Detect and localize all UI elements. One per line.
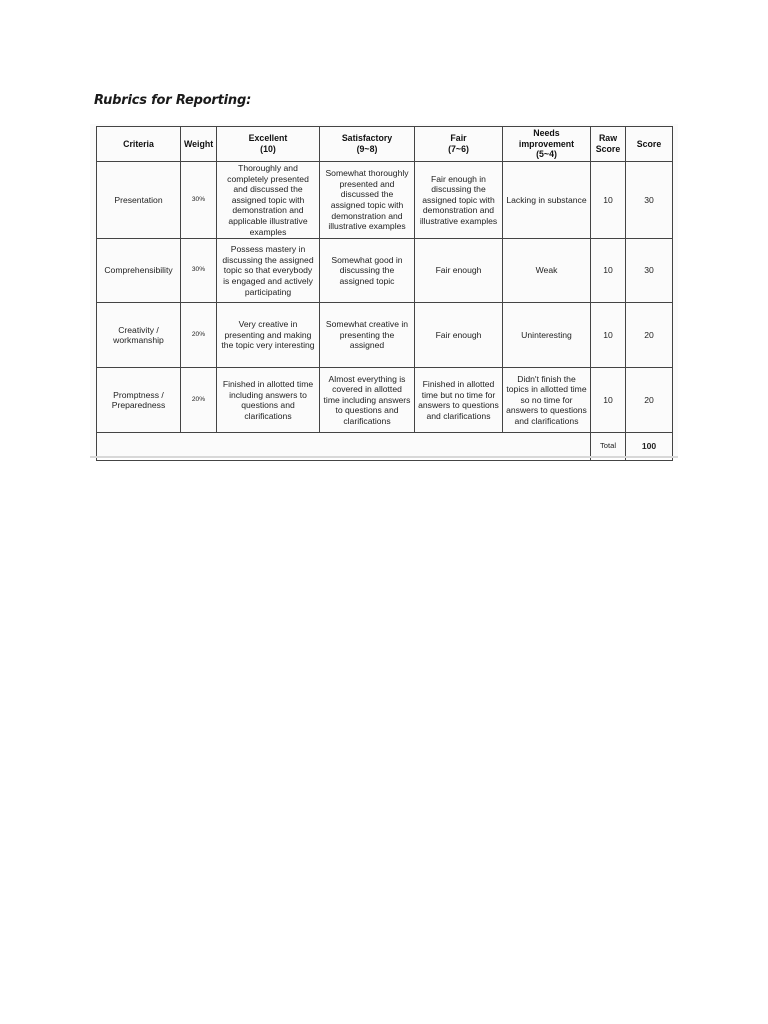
- cell-fair: Fair enough in discussing the assigned topic with demonstration and illustrative examples: [415, 162, 503, 239]
- cell-criteria: Promptness / Preparedness: [97, 368, 181, 433]
- cell-score: 30: [626, 162, 673, 239]
- table-row: [97, 162, 673, 239]
- cell-raw-score: 10: [591, 239, 626, 303]
- cell-excellent: Very creative in presenting and making the topic very interesting: [217, 303, 320, 368]
- cell-weight: 30%: [181, 162, 217, 239]
- cell-criteria: Creativity / workmanship: [97, 303, 181, 368]
- cell-weight: 20%: [181, 368, 217, 433]
- total-label: Total: [591, 433, 626, 461]
- cell-satisfactory: Somewhat creative in presenting the assigned: [320, 303, 415, 368]
- header-weight: Weight: [181, 127, 217, 162]
- cell-satisfactory: Somewhat thoroughly presented and discussed the assigned topic with demonstration and illustrative examples: [320, 162, 415, 239]
- cell-score: 20: [626, 368, 673, 433]
- header-excellent: Excellent (10): [217, 127, 320, 162]
- image-bottom-edge: [90, 456, 678, 458]
- table-row: [97, 368, 673, 433]
- cell-score: 30: [626, 239, 673, 303]
- cell-score: 20: [626, 303, 673, 368]
- cell-needs-improvement: Uninteresting: [503, 303, 591, 368]
- cell-weight: 20%: [181, 303, 217, 368]
- cell-satisfactory: Somewhat good in discussing the assigned topic: [320, 239, 415, 303]
- cell-needs-improvement: Weak: [503, 239, 591, 303]
- header-needs-improvement: Needs improvement (5~4): [503, 127, 591, 162]
- cell-criteria: Comprehensibility: [97, 239, 181, 303]
- table-row: [97, 239, 673, 303]
- header-score: Score: [626, 127, 673, 162]
- document-heading: Rubrics for Reporting:: [94, 93, 252, 108]
- header-satisfactory: Satisfactory (9~8): [320, 127, 415, 162]
- cell-criteria: Presentation: [97, 162, 181, 239]
- cell-fair: Fair enough: [415, 239, 503, 303]
- header-raw-score: Raw Score: [591, 127, 626, 162]
- cell-needs-improvement: Didn't finish the topics in allotted time so no time for answers to questions and clarifications: [503, 368, 591, 433]
- rubric-table: [96, 126, 673, 461]
- rubric-table-image: [90, 124, 678, 456]
- cell-raw-score: 10: [591, 368, 626, 433]
- cell-needs-improvement: Lacking in substance: [503, 162, 591, 239]
- cell-excellent: Possess mastery in discussing the assigned topic so that everybody is engaged and actively participating: [217, 239, 320, 303]
- cell-fair: Fair enough: [415, 303, 503, 368]
- cell-raw-score: 10: [591, 162, 626, 239]
- table-row: [97, 303, 673, 368]
- header-fair: Fair (7~6): [415, 127, 503, 162]
- cell-satisfactory: Almost everything is covered in allotted time including answers to questions and clarifications: [320, 368, 415, 433]
- cell-fair: Finished in allotted time but no time for answers to questions and clarifications: [415, 368, 503, 433]
- cell-excellent: Thoroughly and completely presented and discussed the assigned topic with demonstration and applicable illustrative examples: [217, 162, 320, 239]
- cell-weight: 30%: [181, 239, 217, 303]
- header-criteria: Criteria: [97, 127, 181, 162]
- table-header-row: [97, 127, 673, 162]
- cell-raw-score: 10: [591, 303, 626, 368]
- cell-excellent: Finished in allotted time including answers to questions and clarifications: [217, 368, 320, 433]
- total-value: 100: [626, 433, 673, 461]
